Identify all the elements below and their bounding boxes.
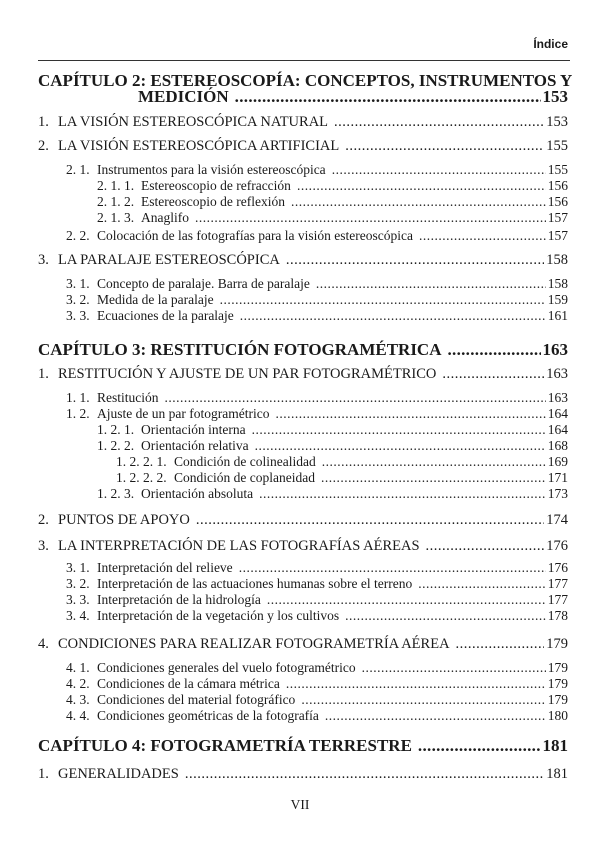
- page-number: 180: [547, 708, 568, 723]
- dot-leader: [316, 276, 546, 292]
- chapter-2-title-line1: CAPÍTULO 2: ESTEREOSCOPÍA: CONCEPTOS, INSTRUMENTOS Y: [38, 71, 573, 90]
- dot-leader: [447, 342, 540, 358]
- page-number: 179: [547, 660, 568, 675]
- entry-number: 4. 3.: [66, 692, 90, 707]
- toc-entry: [66, 390, 568, 406]
- dot-leader: [291, 194, 546, 210]
- toc-entry: [66, 592, 568, 608]
- entry-title: Orientación interna: [141, 422, 246, 437]
- entry-title: Estereoscopio de refracción: [141, 178, 291, 193]
- dot-leader: [255, 438, 546, 454]
- dot-leader: [286, 676, 546, 692]
- entry-number: 4. 2.: [66, 676, 90, 691]
- entry-number: 3.: [38, 538, 49, 554]
- dot-leader: [325, 708, 546, 724]
- page-number: 178: [547, 608, 568, 623]
- page-number: 168: [547, 438, 568, 453]
- dot-leader: [322, 454, 546, 470]
- dot-leader: [426, 538, 545, 554]
- dot-leader: [418, 738, 541, 754]
- page-number: 163: [542, 340, 568, 359]
- entry-title: LA VISIÓN ESTEREOSCÓPICA ARTIFICIAL: [58, 138, 340, 154]
- dot-leader: [196, 512, 544, 528]
- toc-entry: [97, 210, 568, 226]
- page-number: 155: [546, 138, 568, 154]
- page-number: 158: [546, 252, 568, 268]
- entry-title: GENERALIDADES: [58, 766, 179, 782]
- entry-number: 2. 2.: [66, 228, 90, 243]
- entry-title: Restitución: [97, 390, 159, 405]
- entry-number: 3. 3.: [66, 592, 90, 607]
- entry-number: 1.: [38, 766, 49, 782]
- toc-entry: [97, 438, 568, 454]
- dot-leader: [185, 766, 544, 782]
- page-number: 179: [547, 692, 568, 707]
- entry-number: 2. 1. 3.: [97, 210, 135, 225]
- dot-leader: [235, 89, 541, 105]
- toc-entry: [66, 162, 568, 178]
- dot-leader: [456, 636, 545, 652]
- entry-title: PUNTOS DE APOYO: [58, 512, 190, 528]
- page-number: 179: [547, 676, 568, 691]
- entry-title: Anaglifo: [141, 210, 189, 225]
- entry-title: Concepto de paralaje. Barra de paralaje: [97, 276, 310, 291]
- page-number: 153: [542, 87, 568, 106]
- page-number: 155: [547, 162, 568, 177]
- page-number: 157: [547, 228, 568, 243]
- toc-entry: [38, 114, 568, 130]
- dot-leader: [220, 292, 546, 308]
- dot-leader: [301, 692, 545, 708]
- dot-leader: [442, 366, 544, 382]
- toc-entry: [97, 422, 568, 438]
- entry-number: 1. 2. 2. 1.: [116, 454, 167, 469]
- page-number: 153: [546, 114, 568, 130]
- entry-number: 2. 1. 1.: [97, 178, 135, 193]
- chapter-heading: [38, 738, 568, 754]
- entry-number: 4. 4.: [66, 708, 90, 723]
- chapter-title: CAPÍTULO 4: FOTOGRAMETRÍA TERRESTRE: [38, 736, 412, 755]
- dot-leader: [418, 576, 546, 592]
- dot-leader: [240, 308, 546, 324]
- toc-entry: [38, 538, 568, 554]
- entry-title: Interpretación de la vegetación y los cultivos: [97, 608, 340, 623]
- dot-leader: [195, 210, 546, 226]
- entry-title: Orientación relativa: [141, 438, 249, 453]
- entry-number: 2. 1.: [66, 162, 90, 177]
- page-number: 179: [546, 636, 568, 652]
- entry-number: 1. 2. 3.: [97, 486, 135, 501]
- entry-number: 1. 2. 2. 2.: [116, 470, 167, 485]
- dot-leader: [239, 560, 546, 576]
- toc-entry: [66, 692, 568, 708]
- toc-entry: [66, 560, 568, 576]
- page-number: 157: [547, 210, 568, 225]
- toc-entry: [66, 676, 568, 692]
- page-number: 181: [546, 766, 568, 782]
- entry-number: 1. 2.: [66, 406, 90, 421]
- toc-entry: [66, 228, 568, 244]
- entry-title: Condición de colinealidad: [174, 454, 316, 469]
- entry-title: RESTITUCIÓN Y AJUSTE DE UN PAR FOTOGRAMÉTRICO: [58, 366, 437, 382]
- entry-number: 4.: [38, 636, 49, 652]
- chapter-2-heading: [138, 89, 568, 105]
- entry-number: 3. 1.: [66, 560, 90, 575]
- entry-title: Interpretación del relieve: [97, 560, 233, 575]
- entry-number: 1. 1.: [66, 390, 90, 405]
- toc-entry: [66, 308, 568, 324]
- entry-number: 1.: [38, 366, 49, 382]
- entry-number: 3. 2.: [66, 292, 90, 307]
- toc-entry: [38, 252, 568, 268]
- toc-entry: [38, 138, 568, 154]
- toc-entry: [116, 454, 568, 470]
- dot-leader: [321, 470, 546, 486]
- entry-title: Instrumentos para la visión estereoscópica: [97, 162, 326, 177]
- entry-title: Medida de la paralaje: [97, 292, 214, 307]
- dot-leader: [334, 114, 544, 130]
- entry-title: Ecuaciones de la paralaje: [97, 308, 234, 323]
- dot-leader: [275, 406, 545, 422]
- entry-title: LA INTERPRETACIÓN DE LAS FOTOGRAFÍAS AÉREAS: [58, 538, 420, 554]
- entry-number: 1.: [38, 114, 49, 130]
- entry-number: 3. 3.: [66, 308, 90, 323]
- page-number: 164: [547, 422, 568, 437]
- running-header: Índice: [533, 37, 568, 51]
- page-number: 163: [546, 366, 568, 382]
- toc-entry: [66, 576, 568, 592]
- page-number: 156: [547, 194, 568, 209]
- toc-entry: [66, 660, 568, 676]
- toc-entry: [66, 608, 568, 624]
- folio-page-number: VII: [290, 797, 310, 812]
- entry-number: 1. 2. 2.: [97, 438, 135, 453]
- toc-entry: [38, 512, 568, 528]
- page-number: 158: [547, 276, 568, 291]
- dot-leader: [419, 228, 546, 244]
- entry-title: LA VISIÓN ESTEREOSCÓPICA NATURAL: [58, 114, 329, 130]
- dot-leader: [252, 422, 546, 438]
- entry-title: Interpretación de la hidrología: [97, 592, 261, 607]
- toc-entry: [66, 276, 568, 292]
- page-number: 177: [547, 592, 568, 607]
- dot-leader: [362, 660, 546, 676]
- entry-title: Interpretación de las actuaciones humanas sobre el terreno: [97, 576, 413, 591]
- toc-entry: [116, 470, 568, 486]
- toc-entry: [38, 366, 568, 382]
- dot-leader: [259, 486, 546, 502]
- entry-title: CONDICIONES PARA REALIZAR FOTOGRAMETRÍA AÉREA: [58, 636, 450, 652]
- entry-number: 3. 4.: [66, 608, 90, 623]
- chapter-heading: [38, 342, 568, 358]
- dot-leader: [165, 390, 546, 406]
- page-number: 159: [547, 292, 568, 307]
- page-number: 169: [547, 454, 568, 469]
- page-number: 171: [547, 470, 568, 485]
- dot-leader: [332, 162, 546, 178]
- entry-number: 3.: [38, 252, 49, 268]
- entry-title: Ajuste de un par fotogramétrico: [97, 406, 270, 421]
- entry-number: 2.: [38, 138, 49, 154]
- toc-entry: [97, 486, 568, 502]
- entry-number: 2. 1. 2.: [97, 194, 135, 209]
- toc-entry: [97, 178, 568, 194]
- entry-title: Condiciones de la cámara métrica: [97, 676, 280, 691]
- page-number: 173: [547, 486, 568, 501]
- toc-entry: [38, 636, 568, 652]
- page-number: 163: [547, 390, 568, 405]
- chapter-title: MEDICIÓN: [138, 87, 229, 106]
- page-number: 176: [546, 538, 568, 554]
- entry-title: Condiciones geométricas de la fotografía: [97, 708, 319, 723]
- toc-entry: [66, 406, 568, 422]
- entry-title: Colocación de las fotografías para la visión estereoscópica: [97, 228, 414, 243]
- dot-leader: [286, 252, 544, 268]
- toc-entry: [66, 292, 568, 308]
- dot-leader: [345, 608, 546, 624]
- entry-title: Condición de coplaneidad: [174, 470, 315, 485]
- page-number: 174: [546, 512, 568, 528]
- entry-title: LA PARALAJE ESTEREOSCÓPICA: [58, 252, 280, 268]
- entry-title: Orientación absoluta: [141, 486, 254, 501]
- dot-leader: [267, 592, 546, 608]
- entry-number: 3. 2.: [66, 576, 90, 591]
- dot-leader: [345, 138, 544, 154]
- page-number: 156: [547, 178, 568, 193]
- page-number: 164: [547, 406, 568, 421]
- page-number: 176: [547, 560, 568, 575]
- entry-title: Condiciones generales del vuelo fotogramétrico: [97, 660, 356, 675]
- page-number: 181: [542, 736, 568, 755]
- header-rule: [38, 60, 570, 61]
- page-number: 161: [547, 308, 568, 323]
- entry-number: 2.: [38, 512, 49, 528]
- entry-number: 3. 1.: [66, 276, 90, 291]
- entry-title: Estereoscopio de reflexión: [141, 194, 285, 209]
- toc-entry: [66, 708, 568, 724]
- entry-number: 4. 1.: [66, 660, 90, 675]
- chapter-title: CAPÍTULO 3: RESTITUCIÓN FOTOGRAMÉTRICA: [38, 340, 442, 359]
- toc-entry: [38, 766, 568, 782]
- entry-number: 1. 2. 1.: [97, 422, 135, 437]
- dot-leader: [297, 178, 546, 194]
- entry-title: Condiciones del material fotográfico: [97, 692, 296, 707]
- toc-entry: [97, 194, 568, 210]
- page-number: 177: [547, 576, 568, 591]
